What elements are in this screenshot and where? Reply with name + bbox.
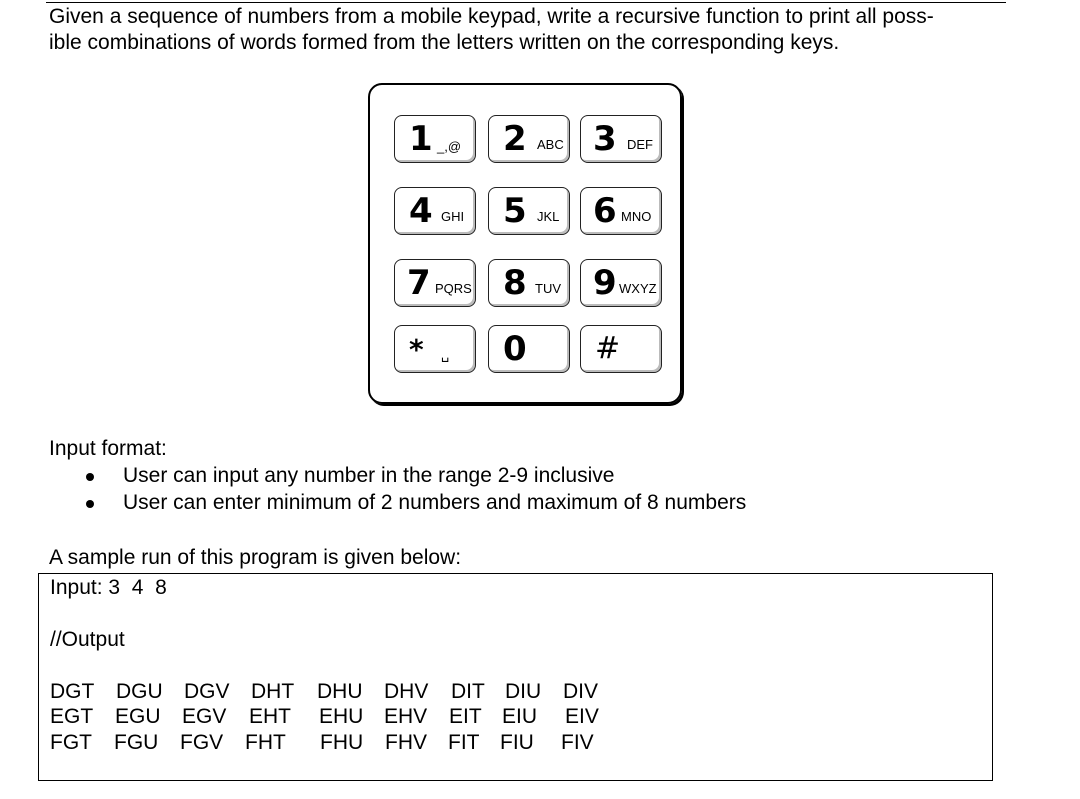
problem-line-2: ible combinations of words formed from the letters written on the corresponding keys.	[49, 31, 840, 54]
output-word: FGU	[114, 731, 159, 754]
output-row	[39, 704, 992, 730]
output-word: DHU	[317, 680, 363, 703]
key-star	[394, 325, 476, 373]
bullet-text: User can input any number in the range 2-9 inclusive	[123, 464, 615, 487]
key-hash	[580, 325, 662, 373]
bullet-icon	[86, 473, 94, 481]
key-0	[488, 325, 570, 373]
output-word: DIU	[505, 680, 542, 703]
key-letters: WXYZ	[619, 281, 657, 296]
key-number: 4	[409, 191, 433, 231]
key-number: 1	[409, 119, 433, 159]
key-5	[488, 187, 570, 235]
key-letters: JKL	[537, 209, 560, 224]
output-word: DIV	[563, 680, 599, 703]
output-word: EGU	[115, 705, 161, 728]
bullet-text: User can enter minimum of 2 numbers and maximum of 8 numbers	[123, 491, 747, 514]
key-number: 7	[407, 263, 431, 303]
output-word: DGT	[50, 680, 95, 703]
output-word: EGV	[182, 705, 227, 728]
key-number: *	[409, 333, 424, 366]
key-number: 3	[593, 119, 617, 159]
sample-input-line: Input: 3 4 8	[50, 576, 167, 599]
top-rule	[46, 2, 1006, 3]
input-format-list	[86, 462, 746, 516]
key-letters: _,@	[437, 139, 462, 154]
sample-run-label: A sample run of this program is given below:	[49, 546, 462, 569]
output-word: DIT	[451, 680, 485, 703]
key-letters: GHI	[441, 209, 465, 224]
list-item	[86, 489, 746, 516]
key-letters: DEF	[627, 137, 653, 152]
key-2	[488, 115, 570, 163]
bullet-icon	[86, 500, 94, 508]
key-letters: TUV	[535, 281, 561, 296]
output-word: FGV	[180, 731, 224, 754]
key-number: 2	[503, 119, 527, 159]
output-word: EGT	[50, 705, 94, 728]
output-word: DHT	[251, 680, 295, 703]
key-number: #	[595, 331, 621, 366]
output-comment: //Output	[50, 628, 125, 651]
key-letters: ␣	[441, 347, 450, 362]
output-word: FIU	[500, 731, 534, 754]
key-8	[488, 259, 570, 307]
key-4	[394, 187, 476, 235]
list-item	[86, 462, 746, 489]
output-word: EHT	[249, 705, 291, 728]
mobile-keypad-figure	[368, 83, 682, 404]
problem-line-1: Given a sequence of numbers from a mobile keypad, write a recursive function to print all poss-	[49, 5, 934, 28]
key-1	[394, 115, 476, 163]
output-word: FGT	[50, 731, 92, 754]
output-word: DHV	[384, 680, 429, 703]
output-word: DGV	[184, 680, 230, 703]
output-row	[39, 679, 992, 705]
key-number: 9	[593, 263, 617, 303]
output-word: EHU	[319, 705, 364, 728]
output-row	[39, 730, 992, 756]
problem-statement	[49, 4, 1009, 56]
output-word: EIV	[565, 705, 599, 728]
key-letters: PQRS	[435, 281, 472, 296]
sample-run-box	[38, 573, 993, 781]
output-word: FHV	[385, 731, 427, 754]
output-word: EHV	[384, 705, 428, 728]
key-letters: MNO	[621, 209, 652, 224]
output-word: FIT	[448, 731, 480, 754]
output-word: EIU	[502, 705, 538, 728]
output-word: FHT	[245, 731, 286, 754]
key-7	[394, 259, 476, 307]
key-number: 6	[593, 191, 617, 231]
key-9	[580, 259, 662, 307]
key-3	[580, 115, 662, 163]
input-format-heading: Input format:	[49, 437, 167, 460]
output-word: FHU	[320, 731, 364, 754]
output-word: DGU	[116, 680, 163, 703]
key-number: 0	[503, 329, 527, 369]
key-number: 8	[503, 263, 527, 303]
key-6	[580, 187, 662, 235]
output-word: FIV	[561, 731, 594, 754]
key-number: 5	[503, 191, 527, 231]
output-word: EIT	[449, 705, 482, 728]
key-letters: ABC	[537, 137, 564, 152]
